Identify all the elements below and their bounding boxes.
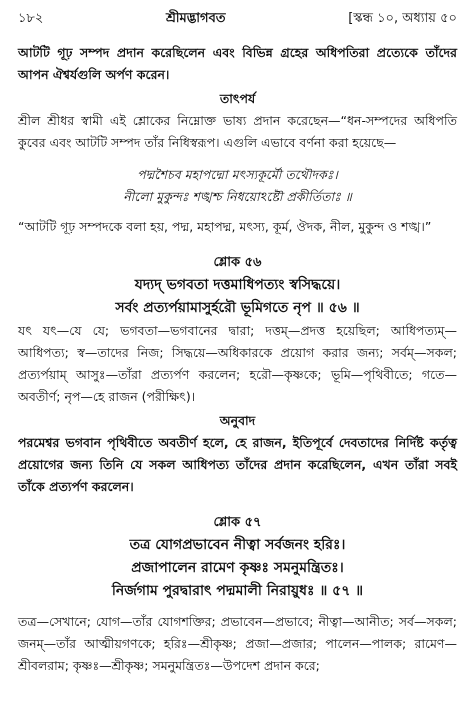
purport-heading: তাৎপর্য <box>219 91 256 106</box>
verse-56-line: যদ্যদ্ ভগবতা দত্তমাধিপত্যং স্বসিদ্ধয়ে। <box>134 277 341 293</box>
verse-56-translation: পরমেশ্বর ভগবান পৃথিবীতে অবতীর্ণ হলে, হে রাজন, ইতিপূর্বে দেবতাদের নির্দিষ্ট কর্তৃত্ব প্রয়োগের জন্য তিনি যে সকল আধিপত্য তাঁদের প্রদান করেছিলেন, এখন তাঁরা সবই তাঁকে প্রত্যর্পণ করলেন। <box>18 435 457 494</box>
verse-57-synonyms: তত্র—সেখানে; যোগ—তাঁর যোগশক্তির; প্রভাবেন—প্রভাবে; নীত্বা—আনীত; সর্ব—সকল; জনম্—তাঁর আত্মীয়গণকে; হরিঃ—শ্রীকৃষ্ণ; প্রজা—প্রজার; পালেন—পালক; রামেণ—শ্রীবলরাম; কৃষ্ণঃ—শ্রীকৃষ্ণ; সমনুমন্ত্রিতঃ—উপদেশ প্রদান করে; <box>18 614 457 673</box>
translation-heading: অনুবাদ <box>219 413 256 428</box>
page-number: ১৮২ <box>18 11 44 26</box>
verse-57-line: তত্র যোগপ্রভাবেন নীত্বা সর্বজনং হরিঃ। <box>129 537 346 553</box>
verse-56-synonyms: যৎ যৎ—যে যে; ভগবতা—ভগবানের দ্বারা; দত্তম্—প্রদত্ত হয়েছিল; আধিপত্যম্—আধিপত্য; স্ব—তাদের নিজ; সিদ্ধয়ে—অধিকারকে প্রয়োগ করার জন্য; সর্বম্—সকল; প্রত্যর্পয়াম্ আসুঃ—তাঁরা প্রত্যর্পণ করলেন; হরৌ—কৃষ্ণকে; ভূমি—পৃথিবীতে; গতে—অবতীর্ণ; নৃপ—হে রাজন (পরীক্ষিৎ)। <box>18 323 457 404</box>
quote-line: নীলো মুকুন্দঃ শঙ্খশ্চ নিধয়োঽষ্টৌ প্রকীর্তিতাঃ ॥ <box>123 189 352 204</box>
verse-56-title: শ্লোক ৫৬ <box>213 255 262 270</box>
quote-line: পদ্মশৈচব মহাপদ্মো মৎস্যকূর্মৌ তথৌদকঃ। <box>137 167 338 182</box>
purport-quote-explanation: “আটটি গূঢ় সম্পদকে বলা হয়, পদ্ম, মহাপদ্ম, মৎস্য, কূর্ম, ঔদক, নীল, মুকুন্দ ও শঙ্খ।” <box>18 219 432 234</box>
page-header <box>18 8 457 30</box>
purport-text: শ্রীল শ্রীধর স্বামী এই শ্লোকের নিম্নোক্ত ভাষ্য প্রদান করেছেন—“ধন-সম্পদের অধিপতি কুবের এবং আটটি সম্পদ তাঁর নিধিস্বরূপ। এগুলি এভাবে বর্ণনা করা হয়েছে— <box>18 113 457 150</box>
verse-57-title: শ্লোক ৫৭ <box>213 515 262 530</box>
verse-57-line: নির্জগাম পুরদ্বারাৎ পদ্মমালী নিরায়ুধঃ ॥ ৫৭ ॥ <box>111 583 364 599</box>
opening-translation: আটটি গূঢ় সম্পদ প্রদান করেছিলেন এবং বিভিন্ন গ্রহের অধিপতিরা প্রত্যেকে তাঁদের আপন ঐশ্বর্যগুলি অর্পণ করেন। <box>18 45 457 82</box>
sanskrit-quote <box>18 164 457 208</box>
book-title: শ্রীমদ্ভাগবত <box>165 11 226 26</box>
verse-56-line: সর্বং প্রত্যর্পয়ামাসুর্হরৌ ভূমিগতে নৃপ ॥ ৫৬ ॥ <box>115 300 360 316</box>
verse-57-line: প্রজাপালেন রামেণ কৃষ্ণঃ সমনুমন্ত্রিতঃ। <box>131 560 344 576</box>
section-reference: [স্কন্ধ ১০, অধ্যায় ৫০ <box>348 11 457 26</box>
